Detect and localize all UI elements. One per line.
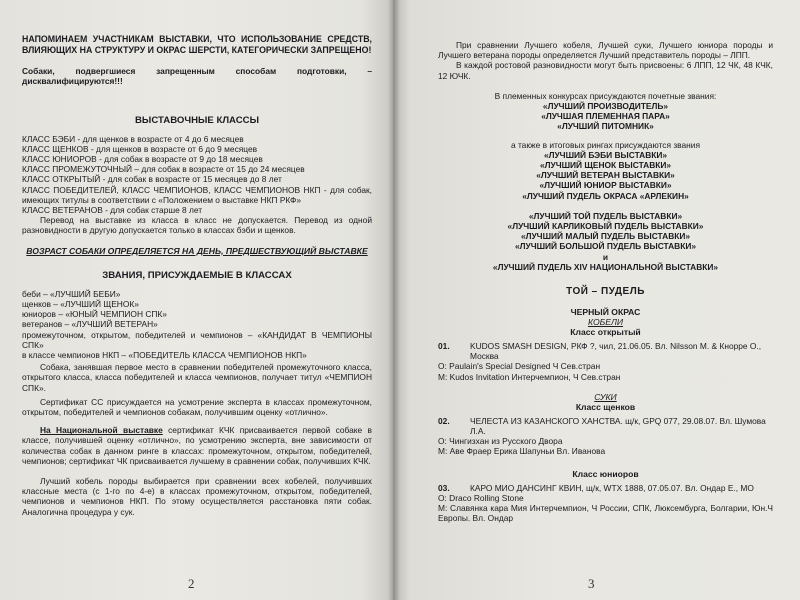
males-heading: КОБЕЛИ: [587, 317, 624, 328]
left-page: [0, 0, 393, 600]
entry-dam: М: Аве Фраер Ерика Шапуньи Вл. Иванова: [438, 446, 606, 457]
entry-number: 03.: [438, 482, 450, 493]
entry-sire: О: Draco Rolling Stone: [438, 492, 524, 503]
breeding-title: «ЛУЧШИЙ ПРОИЗВОДИТЕЛЬ»: [542, 101, 669, 112]
entry-dam: М: Kudos Invitation Интерчемпион, Ч Сев.стран: [438, 371, 621, 382]
class-open-heading: Класс открытый: [570, 327, 641, 338]
classes-heading: ВЫСТАВОЧНЫЕ КЛАССЫ: [135, 114, 259, 126]
class-item: КЛАСС ПОБЕДИТЕЛЕЙ, КЛАСС ЧЕМПИОНОВ, КЛАСС ЧЕМПИОНОВ НКП - для собак, имеющих титулы в соответствии с «Положением о выставке НКП РКФ»: [22, 184, 372, 205]
breeding-title: «ЛУЧШАЯ ПЛЕМЕННАЯ ПАРА»: [541, 111, 670, 122]
title-item: юниоров – «ЮНЫЙ ЧЕМПИОН СПК»: [22, 309, 167, 320]
entry-number: 02.: [438, 415, 450, 426]
left-page-content: [22, 34, 372, 517]
titles-heading: ЗВАНИЯ, ПРИСУЖДАЕМЫЕ В КЛАССАХ: [102, 269, 292, 281]
national-paragraph: [22, 425, 372, 466]
awards-paragraph: В каждой ростовой разновидности могут быть присвоены: 6 ЛПП, 12 ЧК, 48 КЧК, 12 ЮЧК.: [438, 60, 773, 81]
title-item: ветеранов – «ЛУЧШИЙ ВЕТЕРАН»: [22, 319, 158, 330]
entry-text: КАРО МИО ДАНСИНГ КВИН, щ/к, WTX 1888, 07.05.07. Вл. Ондар Е., МО: [470, 482, 754, 493]
poodle-title: «ЛУЧШИЙ БОЛЬШОЙ ПУДЕЛЬ ВЫСТАВКИ»: [514, 241, 697, 252]
class-item: КЛАСС ВЕТЕРАНОВ - для собак старше 8 лет: [22, 205, 203, 216]
class-item: КЛАСС БЭБИ - для щенков в возрасте от 4 до 6 месяцев: [22, 133, 244, 144]
entry-text: ЧЕЛЕСТА ИЗ КАЗАНСКОГО ХАНСТВА. щ/к, GPQ 077, 29.08.07. Вл. Шумова Л.А.: [470, 415, 766, 437]
first-place-paragraph: Собака, занявшая первое место в сравнении победителей промежуточного класса, открытого класса, класса победителей и класса чемпионов, получает титул «ЧЕМПИОН СПК».: [22, 362, 372, 393]
final-rings-intro: а также в итоговых рингах присуждаются звания: [510, 139, 701, 150]
class-junior-heading: Класс юниоров: [572, 468, 639, 479]
poodle-title: и: [602, 251, 609, 262]
lpp-paragraph: При сравнении Лучшего кобеля, Лучшей суки, Лучшего юниора породы и Лучшего ветерана породы определяется Лучший представитель породы – ЛПП.: [438, 40, 773, 61]
final-title: «ЛУЧШИЙ ЩЕНОК ВЫСТАВКИ»: [539, 160, 672, 171]
catalog-entry: [438, 483, 773, 493]
class-item: КЛАСС ПРОМЕЖУТОЧНЫЙ – для собак в возрасте от 15 до 24 месяцев: [22, 164, 305, 175]
warning-notice: НАПОМИНАЕМ УЧАСТНИКАМ ВЫСТАВКИ, ЧТО ИСПОЛЬЗОВАНИЕ СРЕДСТВ, ВЛИЯЮЩИХ НА СТРУКТУРУ И ОКРАС ШЕРСТИ, КАТЕГОРИЧЕСКИ ЗАПРЕЩЕНО!: [22, 34, 372, 55]
final-title: «ЛУЧШИЙ БЭБИ ВЫСТАВКИ»: [543, 149, 668, 160]
cc-paragraph: Сертификат СС присуждается на усмотрение эксперта в классах промежуточном, открытом, победителей и чемпионов собакам, получившим оценку «отлично».: [22, 396, 372, 418]
final-title: «ЛУЧШИЙ ПУДЕЛЬ ОКРАСА «АРЛЕКИН»: [522, 190, 689, 201]
entry-number: 01.: [438, 341, 450, 352]
title-item: щенков – «ЛУЧШИЙ ЩЕНОК»: [22, 299, 139, 310]
poodle-titles: [438, 211, 773, 272]
entry-dam: М: Славянка кара Мия Интерчемпион, Ч России, СПК, Люксембурга, Болгарии, Юн.Ч Европы. Вл. Ондар: [438, 503, 773, 524]
entry-text: KUDOS SMASH DESIGN, РКФ ?, чил, 21.06.05. Вл. Nilsson M. & Кнорре О., Москва: [470, 341, 762, 362]
catalog-entry: [438, 416, 773, 436]
class-item: КЛАСС ОТКРЫТЫЙ - для собак в возрасте от 15 месяцев до 8 лет: [22, 174, 282, 185]
entry-sire: О: Чингизхан из Русского Двора: [438, 436, 563, 447]
breeding-title: «ЛУЧШИЙ ПИТОМНИК»: [557, 121, 654, 132]
transfer-note: Перевод на выставке из класса в класс не допускается. Перевод из одной разновидности в другую допускается только в классах бэби и щенков.: [22, 215, 372, 236]
final-title: «ЛУЧШИЙ ВЕТЕРАН ВЫСТАВКИ»: [536, 170, 675, 181]
page-number: 3: [588, 576, 595, 591]
book-gutter: [388, 0, 400, 600]
class-item: КЛАСС ЩЕНКОВ - для щенков в возрасте от 6 до 9 месяцев: [22, 143, 258, 154]
national-lead: На Национальной выставке: [40, 425, 163, 436]
age-note: ВОЗРАСТ СОБАКИ ОПРЕДЕЛЯЕТСЯ НА ДЕНЬ, ПРЕДШЕСТВУЮЩИЙ ВЫСТАВКЕ: [26, 245, 368, 256]
breed-heading: ТОЙ – ПУДЕЛЬ: [566, 286, 645, 298]
title-item: в классе чемпионов НКП – «ПОБЕДИТЕЛЬ КЛАССА ЧЕМПИОНОВ НКП»: [22, 350, 307, 361]
right-page: [393, 0, 800, 600]
poodle-title: «ЛУЧШИЙ КАРЛИКОВЫЙ ПУДЕЛЬ ВЫСТАВКИ»: [507, 221, 704, 232]
poodle-title: «ЛУЧШИЙ ПУДЕЛЬ XIV НАЦИОНАЛЬНОЙ ВЫСТАВКИ»: [492, 261, 719, 272]
class-puppy-heading: Класс щенков: [575, 401, 636, 412]
page-number: 2: [188, 576, 195, 591]
title-item: промежуточном, открытом, победителей и чемпионов – «КАНДИДАТ В ЧЕМПИОНЫ СПК»: [22, 329, 372, 350]
national-text: сертификат КЧК присваивается первой собаке в классе, получившей оценку «отлично», по усмотрению эксперта, вне зависимости от количества собак в данном ринге в классах: промежуточном, открытом, победителей, чемпионов; сертификат ЧК присваивается лучшему в сравнении собак, получивших КЧК.: [22, 425, 373, 466]
color-heading: ЧЕРНЫЙ ОКРАС: [570, 307, 641, 318]
best-male-paragraph: Лучший кобель породы выбирается при сравнении всех кобелей, получивших классные места (с 1-го по 4-е) в классах промежуточном, открытом, победителей, чемпионов и чемпионов НКП. По этому осуществляется расстановка пяти собак. Аналогична процедура у сук.: [22, 476, 372, 517]
breeding-intro: В племенных конкурсах присуждаются почетные звания:: [494, 90, 717, 101]
class-list: [22, 134, 372, 216]
disqualification-notice: Собаки, подвергшиеся запрещенным способам подготовки, – дисквалифицируются!!!: [22, 66, 372, 87]
entry-sire: О: Paulain's Special Designed Ч Сев.стран: [438, 361, 601, 372]
class-item: КЛАСС ЮНИОРОВ - для собак в возрасте от 9 до 18 месяцев: [22, 154, 263, 164]
right-page-content: [438, 40, 773, 524]
poodle-title: «ЛУЧШИЙ МАЛЫЙ ПУДЕЛЬ ВЫСТАВКИ»: [520, 231, 691, 242]
title-item: беби – «ЛУЧШИЙ БЕБИ»: [22, 288, 121, 299]
poodle-title: «ЛУЧШИЙ ТОЙ ПУДЕЛЬ ВЫСТАВКИ»: [528, 210, 683, 221]
title-list: [22, 289, 372, 360]
final-title: «ЛУЧШИЙ ЮНИОР ВЫСТАВКИ»: [539, 180, 672, 191]
catalog-entry: [438, 341, 773, 361]
females-heading: СУКИ: [594, 391, 617, 402]
